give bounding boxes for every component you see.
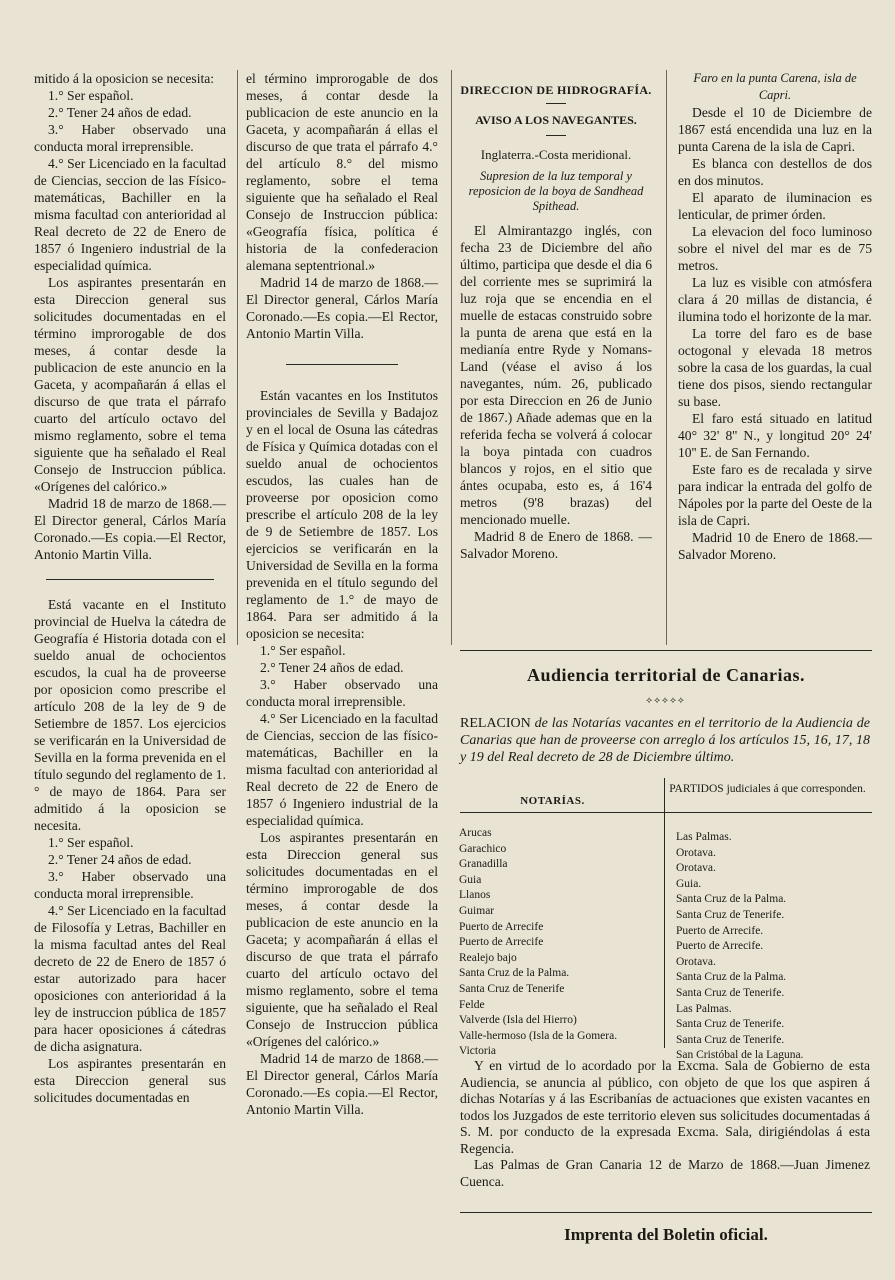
signature: Madrid 14 de marzo de 1868.—El Director general, Cárlos María Coronado.—Es copia.—El Rector, Antonio Martin Villa.: [246, 1051, 438, 1117]
paragraph: 3.° Haber observado una conducta moral irreprensible.: [246, 677, 438, 709]
paragraph: el término improrogable de dos meses, á contar desde la publicacion de este anuncio en la Gaceta, y acompañarán á ellas el discurso de que trata el párrafo 4.° del artículo 8.° del mismo reglamento, sobre el tema siguiente que ha señalado el Real Consejo de Instruccion pública: «Geografía física, política é historia de la confederacion alemana septentrional.»: [246, 71, 438, 273]
paragraph: Los aspirantes presentarán en esta Direccion general sus solicitudes documentadas en el término improrogable de dos meses, á contar desde la publicacion de este anuncio en la Gaceta; y acompañarán á ellas el discurso de que trata el párrafo cuarto del artículo octavo del mismo reglamento, sobre el tema siguiente, que ha señalado el Real Consejo de Instruccion pública «Orígenes del calórico.»: [246, 830, 438, 1049]
paragraph: Desde el 10 de Diciembre de 1867 está encendida una luz en la punta Carena de la isla de Capri.: [678, 105, 872, 154]
notice-title: Supresion de la luz temporal y reposicion de la boya de Sandhead Spithead.: [468, 169, 644, 213]
notaria-item: Valverde (Isla del Hierro): [459, 1014, 577, 1027]
partido-item: Santa Cruz de Tenerife.: [676, 986, 785, 999]
region-heading: Inglaterra.-Costa meridional.: [480, 147, 632, 162]
paragraph: El faro está situado en latitud 40° 32' 8'' N., y longitud 20° 24' 10'' E. de San Fernando.: [678, 411, 872, 460]
separator: [460, 812, 872, 813]
paragraph: Y en virtud de lo acordado por la Excma. Sala de Gobierno de esta Audiencia, se anuncia al público, con objeto de que los que aspiren á dichas Notarías y á las Escribanías de actuaciones que existen vacantes en todos los Juzgados de este territorio eleven sus solicitudes documentadas á S. M. por conducto de la expresada Excma. Sala, dirigiéndolas á esta Regencia.: [460, 1058, 870, 1156]
signature: Madrid 18 de marzo de 1868.—El Director general, Cárlos María Coronado.—Es copia.—El Rector, Antonio Martin Villa.: [34, 496, 226, 562]
notaria-item: Arucas: [459, 827, 492, 839]
notaria-item: Granadilla: [459, 858, 508, 871]
notarias-list: [459, 826, 659, 1060]
notaria-item: Guimar: [459, 904, 495, 917]
notaria-item: Santa Cruz de Tenerife: [459, 982, 565, 995]
paragraph: 1.° Ser español.: [48, 88, 134, 103]
notaria-item: Realejo bajo: [459, 951, 517, 964]
notaria-item: Victoria: [459, 1045, 496, 1058]
partido-item: Las Palmas.: [676, 1002, 732, 1015]
partido-item: Santa Cruz de Tenerife.: [676, 1033, 785, 1046]
column-divider: [666, 70, 667, 645]
relacion-heading: [460, 715, 870, 766]
announcement: [460, 1058, 870, 1190]
paragraph: 4.° Ser Licenciado en la facultad de Filosofía y Letras, Bachiller en la misma facultad antes del Real decreto de 22 de Enero de 1857 ó estar autorizado para hacer oposiciones con anterioridad á la ley de instruccion pública de 1857 para hacer oposiciones á cátedras de dicha asignatura.: [34, 903, 226, 1054]
partido-item: Orotava.: [676, 846, 716, 859]
notaria-item: Santa Cruz de la Palma.: [459, 967, 570, 980]
paragraph: 2.° Tener 24 años de edad.: [48, 105, 192, 120]
section-heading: Audiencia territorial de Canarias.: [527, 665, 805, 685]
column-divider: [451, 70, 452, 645]
partido-item: Santa Cruz de Tenerife.: [676, 1018, 785, 1031]
separator: [286, 364, 398, 365]
partido-item: Santa Cruz de la Palma.: [676, 893, 787, 906]
separator: [46, 579, 214, 580]
paragraph: 4.° Ser Licenciado en la facultad de Ciencias, seccion de las físico-matemáticas, Bachiller en la misma facultad con anterioridad al Real decreto de 22 de Enero de 1857 ó Ingeniero industrial de la especialidad química.: [246, 711, 438, 828]
paragraph: El aparato de iluminacion es lenticular, de primer órden.: [678, 190, 872, 222]
paragraph: Es blanca con destellos de dos en dos minutos.: [678, 156, 872, 188]
partido-item: Guia.: [676, 877, 702, 890]
paragraph: 3.° Haber observado una conducta moral irreprensible.: [34, 122, 226, 154]
notaria-item: Puerto de Arrecife: [459, 936, 544, 949]
notaria-item: Felde: [459, 998, 485, 1011]
section-heading: DIRECCION DE HIDROGRAFÍA.: [460, 83, 652, 97]
paragraph: La torre del faro es de base octogonal y elevada 18 metros sobre la casa de los guardas, la cual tiene dos pisos, siendo rectangular su base.: [678, 326, 872, 409]
paragraph: 3.° Haber observado una conducta moral irreprensible.: [34, 869, 226, 901]
partido-item: Santa Cruz de Tenerife.: [676, 908, 785, 921]
separator: [546, 103, 566, 104]
partido-item: Orotava.: [676, 955, 716, 968]
separator: [460, 1212, 872, 1213]
partido-item: Orotava.: [676, 862, 716, 875]
paragraph: Este faro es de recalada y sirve para indicar la entrada del golfo de Nápoles por la parte del Oeste de la isla de Capri.: [678, 462, 872, 528]
column-header-partidos: PARTIDOS judiciales á que corresponden.: [669, 783, 866, 795]
partido-item: Puerto de Arrecife.: [676, 940, 764, 953]
partido-item: Puerto de Arrecife.: [676, 924, 764, 937]
paragraph: Están vacantes en los Institutos provinciales de Sevilla y Badajoz y en el local de Osuna las cátedras de Física y Química dotadas con el sueldo anual de ochocientos escudos, las cuales han de proveerse por oposicion como prescribe el artículo 208 de la ley de 9 de Setiembre de 1857. Los ejercicios se verificarán en la Universidad de Sevilla en la forma prevenida en el título segundo del reglamento de 1.° de mayo de 1864. Para ser admitido á la oposicion se necesita:: [246, 388, 438, 641]
column-1: [34, 70, 226, 1106]
paragraph: 2.° Tener 24 años de edad.: [260, 660, 404, 675]
notaria-item: Valle-hermoso (Isla de la Gomera.: [459, 1029, 618, 1042]
printer-imprint: Imprenta del Boletin oficial.: [564, 1225, 768, 1244]
partidos-list: [676, 830, 876, 1064]
column-header-notarias: NOTARÍAS.: [520, 795, 585, 807]
relacion-text: de las Notarías vacantes en el territorio de la Audiencia de Canarias que han de proveerse con arreglo á los artículos 15, 16, 17, 18 y 19 del Real decreto de 28 de Diciembre último.: [460, 716, 870, 765]
partido-item: Las Palmas.: [676, 831, 732, 843]
column-divider: [237, 70, 238, 645]
relacion-lead: RELACION: [460, 716, 531, 731]
paragraph: El Almirantazgo inglés, con fecha 23 de Diciembre del año último, participa que desde el dia 6 del corriente mes se suprimirá la luz roja que se encendia en el muelle de estacas construido sobre la punta de arena que está en la medianía entre Ryde y Nomans-Land (véase el aviso á los navegantes, núm. 26, publicado por esta Direccion en 26 de Junio de 1867.) Añade ademas que en la referida fecha se volverá á colocar la boya pintada con cuadros blancos y rojos, en el sitio que ántes ocupaba, esto es, á 16'4 metros (9'8 brazas) del mencionado muelle.: [460, 223, 652, 527]
signature: Madrid 10 de Enero de 1868.—Salvador Moreno.: [678, 530, 872, 562]
ornament-rule: ⟡⟡⟡⟡⟡: [646, 695, 686, 705]
notaria-item: Llanos: [459, 889, 491, 902]
paragraph: La luz es visible con atmósfera clara á 20 millas de distancia, é ilumina todo el horizonte de la mar.: [678, 275, 872, 324]
paragraph: La elevacion del foco luminoso sobre el nivel del mar es de 75 metros.: [678, 224, 872, 273]
paragraph: Los aspirantes presentarán en esta Direccion general sus solicitudes documentadas en el término improrogable de dos meses, á contar desde la publicacion de este anuncio en la Gaceta, y acompañarán á ellas el discurso de que trata el párrafo cuarto del artículo octavo del mismo reglamento, sobre el tema siguiente que ha señalado el Real Consejo de Instruccion pública. «Orígenes del calórico.»: [34, 275, 226, 494]
paragraph: Está vacante en el Instituto provincial de Huelva la cátedra de Geografía é Historia dotada con el sueldo anual de ochocientos escudos, la cual ha de proveerse por oposicion como prescribe el artículo 208 de la ley de 9 de Setiembre de 1857. Los ejercicios se verificarán en la Universidad de Sevilla en la forma prevenida en el título segundo del reglamento de 1.° de mayo de 1864. Para ser admitido á la oposicion se necesita.: [34, 597, 226, 833]
column-2: [246, 70, 438, 1118]
paragraph: 1.° Ser español.: [48, 835, 134, 850]
column-4: [678, 70, 872, 563]
notaria-item: Puerto de Arrecife: [459, 920, 544, 933]
paragraph: 2.° Tener 24 años de edad.: [48, 852, 192, 867]
paragraph: 4.° Ser Licenciado en la facultad de Ciencias, seccion de las Físico-matemáticas, Bachiller en la misma facultad con anterioridad al Real decreto de 22 de Enero de 1857 ó Ingeniero industrial de la especialidad química.: [34, 156, 226, 273]
paragraph: 1.° Ser español.: [260, 643, 346, 658]
section-subheading: AVISO A LOS NAVEGANTES.: [475, 113, 637, 127]
table-divider: [664, 778, 665, 1048]
column-3: [460, 70, 652, 562]
signature: Madrid 8 de Enero de 1868. —Salvador Moreno.: [460, 529, 652, 561]
signature: Madrid 14 de marzo de 1868.—El Director general, Cárlos María Coronado.—Es copia.—El Rector, Antonio Martin Villa.: [246, 275, 438, 341]
paragraph: mitido á la oposicion se necesita:: [34, 71, 215, 86]
notaria-item: Guia: [459, 873, 482, 886]
partido-item: Santa Cruz de la Palma.: [676, 971, 787, 984]
paragraph: Los aspirantes presentarán en esta Direccion general sus solicitudes documentadas en: [34, 1056, 226, 1105]
partido-item: San Cristóbal de la Laguna.: [676, 1049, 804, 1062]
separator: [460, 650, 872, 651]
separator: [546, 135, 566, 136]
signature: Las Palmas de Gran Canaria 12 de Marzo de 1868.—Juan Jimenez Cuenca.: [460, 1157, 870, 1189]
notice-title: Faro en la punta Carena, isla de Capri.: [693, 71, 857, 102]
notaria-item: Garachico: [459, 842, 507, 855]
